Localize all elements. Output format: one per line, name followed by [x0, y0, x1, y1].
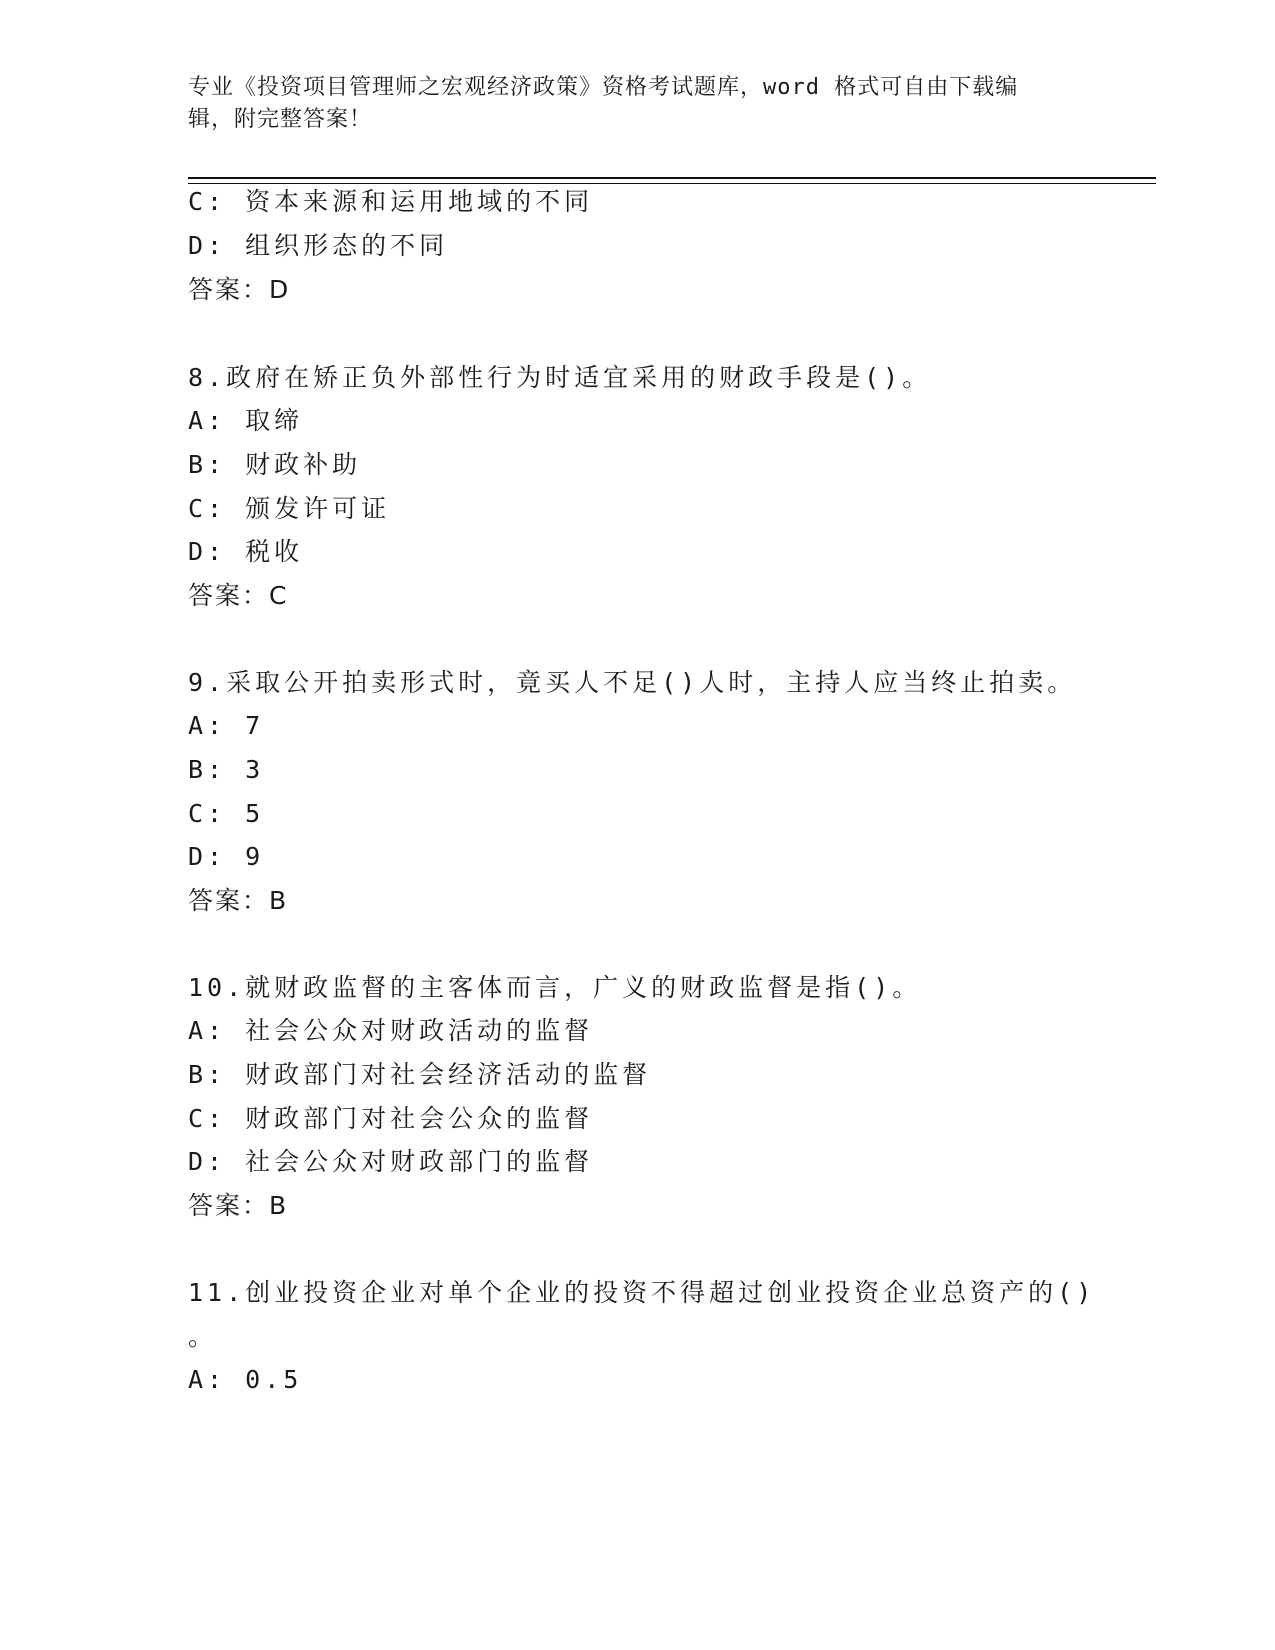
option-d: D: 税收: [188, 537, 304, 566]
option-c: C: 5: [188, 799, 265, 828]
option-c: C: 资本来源和运用地域的不同: [188, 187, 594, 216]
option-a: A: 社会公众对财政活动的监督: [188, 1016, 594, 1045]
header-line-1: 专业《投资项目管理师之宏观经济政策》资格考试题库，word 格式可自由下载编: [188, 75, 1019, 100]
option-b: B: 财政补助: [188, 450, 362, 479]
option-d: D: 社会公众对财政部门的监督: [188, 1147, 594, 1176]
option-d: D: 组织形态的不同: [188, 231, 449, 260]
answer-line: 答案：B: [188, 1191, 289, 1220]
question-stem-continuation: 。: [188, 1322, 218, 1351]
option-b: B: 3: [188, 755, 265, 784]
option-a: A: 取缔: [188, 406, 304, 435]
option-d: D: 9: [188, 842, 265, 871]
question-stem: 10.就财政监督的主客体而言，广义的财政监督是指()。: [188, 973, 922, 1002]
option-b: B: 财政部门对社会经济活动的监督: [188, 1060, 652, 1089]
header-divider-thick: [188, 177, 1156, 179]
header-divider-thin: [188, 183, 1156, 184]
answer-line: 答案：D: [188, 275, 291, 304]
answer-line: 答案：C: [188, 581, 289, 610]
question-stem: 8.政府在矫正负外部性行为时适宜采用的财政手段是()。: [188, 363, 932, 392]
question-stem: 9.采取公开拍卖形式时，竟买人不足()人时，主持人应当终止拍卖。: [188, 668, 1077, 697]
option-a: A: 7: [188, 711, 265, 740]
option-c: C: 颁发许可证: [188, 494, 391, 523]
question-stem: 11.创业投资企业对单个企业的投资不得超过创业投资企业总资产的(): [188, 1278, 1096, 1307]
option-a: A: 0.5: [188, 1365, 303, 1394]
header-line-2: 辑，附完整答案！: [188, 107, 373, 132]
option-c: C: 财政部门对社会公众的监督: [188, 1104, 594, 1133]
answer-line: 答案：B: [188, 886, 289, 915]
document-header: [188, 72, 1068, 136]
